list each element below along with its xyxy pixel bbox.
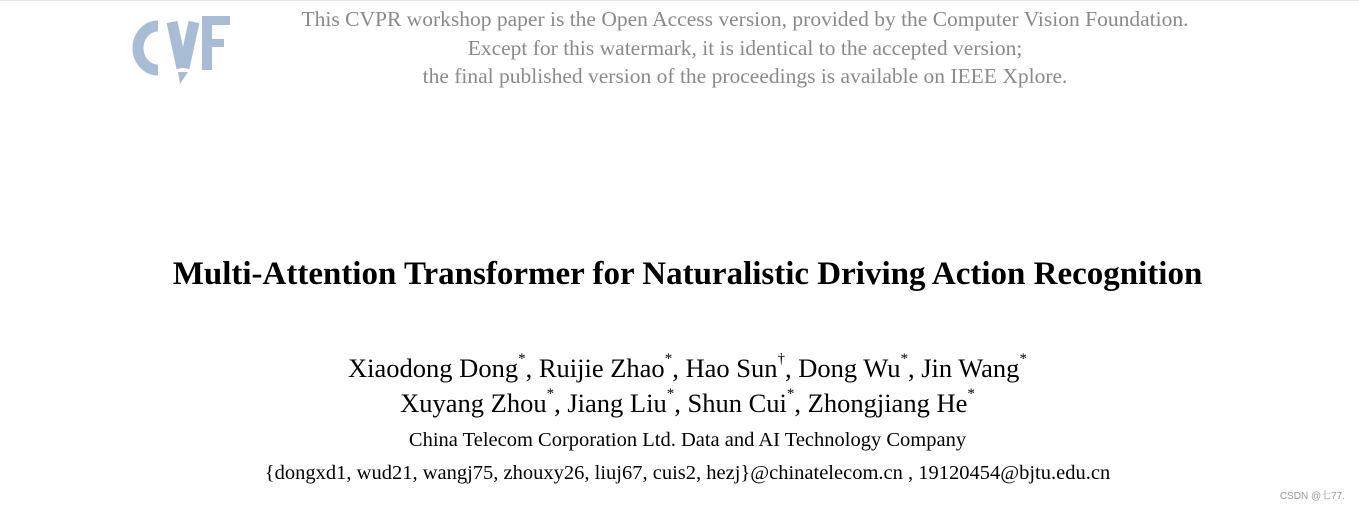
author-name: Xiaodong Dong <box>348 353 519 383</box>
author-name: Hao Sun <box>685 353 778 383</box>
author-separator: , <box>674 388 688 418</box>
csdn-credit: CSDN @七77. <box>1279 491 1345 502</box>
top-rule <box>0 0 1359 1</box>
author-affiliation-mark: * <box>786 386 795 402</box>
author-affiliation-mark: * <box>900 351 908 367</box>
author-name: Jin Wang <box>921 353 1020 383</box>
author-separator: , <box>672 353 686 383</box>
author-name: Zhongjiang He <box>807 388 968 418</box>
author-name: Shun Cui <box>687 388 787 418</box>
cvf-logo <box>122 12 234 86</box>
author-affiliation-mark: * <box>546 386 555 402</box>
author-affiliation-mark: * <box>664 351 673 367</box>
author-separator: , <box>907 353 922 383</box>
author-affiliation-mark: † <box>777 351 785 367</box>
author-name: Jiang Liu <box>567 388 667 418</box>
authors-line-1 <box>0 351 1359 385</box>
authors-line-2 <box>0 386 1359 420</box>
watermark-line-2: Except for this watermark, it is identical to the accepted version; <box>467 35 1023 60</box>
paper-title: Multi-Attention Transformer for Naturalistic Driving Action Recognition <box>172 256 1203 292</box>
author-name: Ruijie Zhao <box>538 353 665 383</box>
author-name: Dong Wu <box>798 353 901 383</box>
author-name: Xuyang Zhou <box>400 388 547 418</box>
author-emails: {dongxd1, wud21, wangj75, zhouxy26, liuj67, cuis2, hezj}@chinatelecom.cn , 19120454@bjtu.edu.cn <box>264 462 1111 484</box>
author-separator: , <box>794 388 808 418</box>
open-access-watermark <box>250 5 1240 91</box>
affiliation: China Telecom Corporation Ltd. Data and AI Technology Company <box>408 429 967 451</box>
author-affiliation-mark: * <box>518 351 526 367</box>
author-affiliation-mark: * <box>666 386 675 402</box>
author-affiliation-mark: * <box>1019 351 1027 367</box>
watermark-line-3: the final published version of the proceedings is available on IEEE Xplore. <box>422 64 1068 88</box>
author-separator: , <box>784 353 799 383</box>
watermark-line-1: This CVPR workshop paper is the Open Access version, provided by the Computer Vision Foundation. <box>301 7 1189 31</box>
author-affiliation-mark: * <box>967 386 975 402</box>
author-separator: , <box>554 388 568 418</box>
author-separator: , <box>525 353 539 383</box>
